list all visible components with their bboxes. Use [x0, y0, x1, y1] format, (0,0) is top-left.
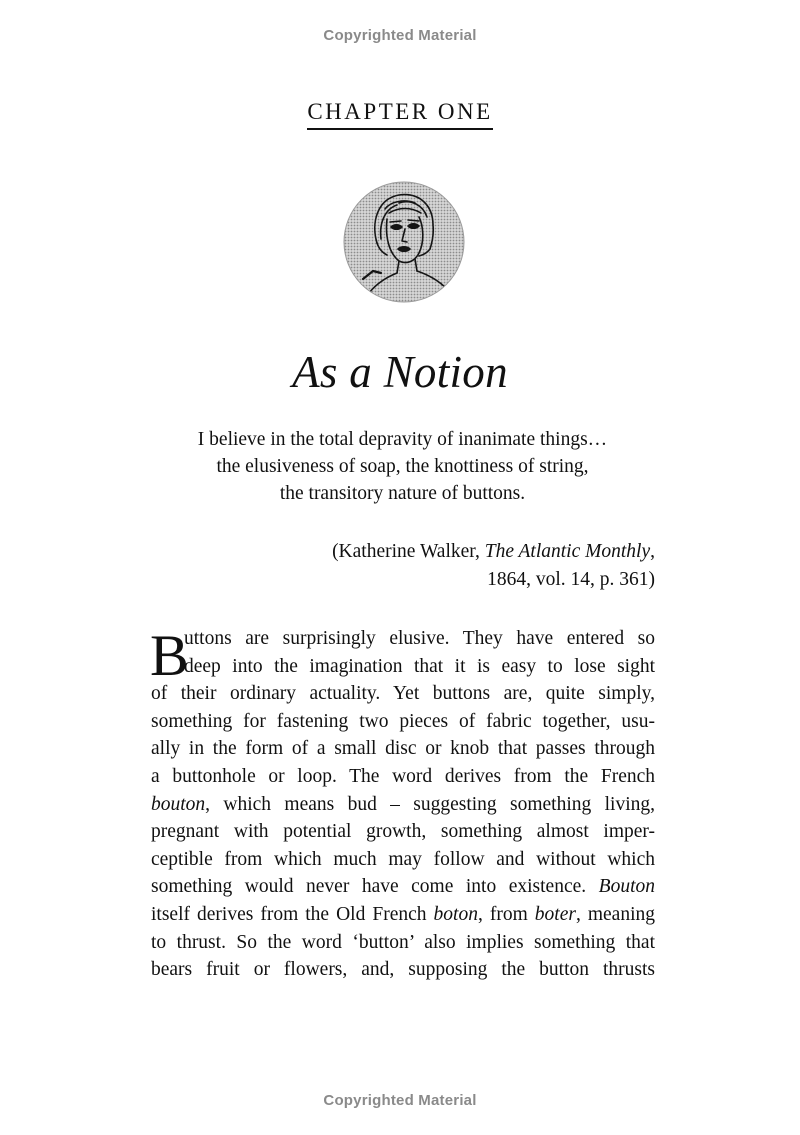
body-line [151, 625, 655, 653]
body-line [151, 929, 655, 957]
italic-term: boton [433, 903, 478, 925]
text-run: something would never have come into existence. [151, 876, 599, 898]
chapter-heading [0, 99, 800, 130]
text-run: deep into the imagination that it is easy to lose sight [184, 655, 655, 677]
body-line [151, 873, 655, 901]
italic-term: Bouton [598, 876, 655, 898]
text-run: ally in the form of a small disc or knob that passes through [151, 738, 655, 760]
text-run: of their ordinary actuality. Yet buttons are, quite simply, [151, 683, 655, 705]
text-run: something for fastening two pieces of fabric together, usu- [151, 710, 655, 732]
text-run: itself derives from the Old French [151, 903, 434, 925]
attribution-suffix: , [650, 541, 655, 562]
text-run: pregnant with potential growth, something almost imper- [151, 821, 655, 843]
watermark-bottom: Copyrighted Material [323, 1092, 477, 1109]
attribution-prefix: (Katherine Walker, [332, 541, 485, 562]
body-line [151, 763, 655, 791]
body-line [151, 956, 655, 984]
text-run: ceptible from which much may follow and without which [151, 848, 655, 870]
attribution-source: The Atlantic Monthly [484, 541, 651, 562]
epigraph-line: I believe in the total depravity of inanimate things… [197, 429, 608, 450]
body-line [151, 708, 655, 736]
text-run: bears fruit or flowers, and, supposing the button thrusts [151, 959, 655, 981]
body-line [151, 818, 655, 846]
attribution-line-2: 1864, vol. 14, p. 361) [487, 569, 655, 590]
button-portrait-illustration [341, 179, 467, 305]
text-run: to thrust. So the word ‘button’ also implies something that [151, 931, 655, 953]
epigraph-attribution [250, 538, 655, 594]
body-line [151, 901, 655, 929]
text-run: uttons are surprisingly elusive. They have entered so [184, 628, 655, 649]
section-title: As a Notion [292, 347, 508, 397]
text-run: , which means bud – suggesting something living, [205, 793, 655, 815]
body-line [151, 791, 655, 819]
italic-term: boter [534, 903, 576, 925]
text-run: , meaning [575, 903, 655, 925]
watermark-top: Copyrighted Material [323, 27, 477, 44]
body-paragraph [151, 625, 655, 984]
body-line [151, 846, 655, 874]
text-run: , from [477, 903, 535, 925]
body-line [151, 735, 655, 763]
italic-term: bouton [151, 793, 206, 815]
chapter-heading-text: CHAPTER ONE [307, 99, 492, 130]
epigraph-quote [150, 426, 655, 507]
text-run: a buttonhole or loop. The word derives from the French [151, 765, 655, 787]
epigraph-line: the transitory nature of buttons. [279, 483, 526, 504]
body-line [151, 680, 655, 708]
drop-cap: B [150, 623, 189, 688]
body-line [151, 653, 655, 681]
epigraph-line: the elusiveness of soap, the knottiness of string, [216, 456, 589, 477]
attribution-line-1 [250, 538, 655, 566]
